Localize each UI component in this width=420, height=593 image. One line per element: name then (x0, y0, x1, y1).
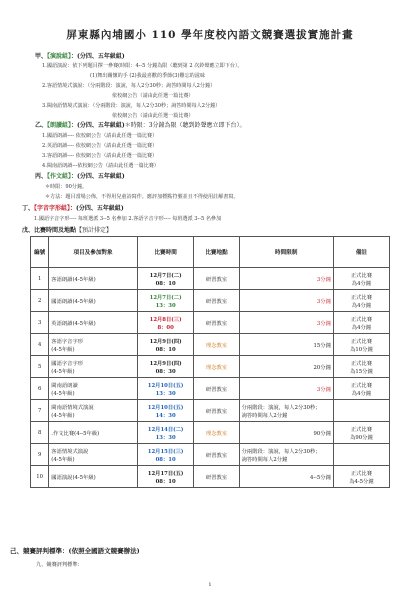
cell-limit-text: 4--5分鐘 (309, 474, 331, 481)
cell-time (137, 312, 194, 334)
cell-item (49, 268, 138, 290)
cell-item-text: 閩南語情境式演說 (4-5年級) (51, 404, 94, 419)
section-grade: ：(分四、五年級組) (71, 122, 125, 129)
table-row (31, 400, 390, 422)
cell-note (333, 312, 389, 334)
cell-place (194, 268, 239, 290)
cell-no-text: 9 (37, 451, 42, 458)
speech-line: 依校網公告（請由此任選一篇比賽） (112, 113, 194, 119)
cell-item (49, 466, 138, 488)
cell-limit-text: 3分鐘 (316, 386, 331, 393)
cell-item (49, 378, 138, 400)
cell-no-text: 3 (37, 319, 42, 326)
judging-subheading: 九、競賽評判標準： (36, 562, 83, 568)
table-row (31, 356, 390, 378)
col-header-note: 備註 (333, 237, 389, 268)
cell-place (194, 290, 239, 312)
cell-item-text: 國語演說(4-5年級) (51, 474, 96, 481)
page-number: 1 (208, 582, 212, 588)
cell-note (333, 466, 389, 488)
cell-limit-text: 3分鐘 (316, 320, 331, 327)
cell-date-text: 12月14日(二) (147, 426, 184, 433)
section-grade: ：(分四、五年級組) (70, 205, 124, 212)
cell-no (31, 422, 49, 444)
cell-limit (239, 466, 333, 488)
cell-place (194, 466, 239, 488)
cell-clock-text: 08：30 (155, 368, 176, 375)
section-note: 【預計排定】 (76, 227, 113, 234)
cell-clock-text: 14：30 (155, 412, 176, 419)
section-speech-heading (35, 52, 125, 61)
section-grade: ：(分四、五年級組) (71, 173, 125, 180)
cell-limit (239, 422, 333, 444)
cell-note (333, 422, 389, 444)
table-row (31, 290, 390, 312)
cell-date-text: 12月10日(五) (147, 404, 184, 411)
cell-limit-text: 15分鐘 (313, 342, 331, 349)
cell-clock-text: 08：10 (155, 280, 176, 287)
cell-time (137, 400, 194, 422)
speech-line: 依校網公告（請由此任選一篇比賽） (112, 93, 194, 99)
cell-date-text: 12月7日(二) (149, 272, 182, 279)
cell-date-text: 12月9日(四) (149, 360, 182, 367)
cell-item-text: 國語字音字形 (4-5年級) (51, 360, 84, 375)
col-header-place: 比賽地點 (194, 237, 239, 268)
cell-no (31, 466, 49, 488)
section-name: 【字音字形組】 (34, 205, 71, 212)
cell-time (137, 378, 194, 400)
cell-limit (239, 268, 333, 290)
cell-no-text: 6 (37, 385, 42, 392)
cell-place-text: 理念教室 (205, 342, 228, 349)
section-essay-heading (35, 172, 125, 181)
cell-item-text: 英語朗讀(4-5年級) (51, 320, 96, 327)
section-label: 丁、 (22, 205, 35, 212)
cell-clock-text: 8：00 (157, 324, 174, 331)
cell-no (31, 356, 49, 378)
cell-place (194, 378, 239, 400)
cell-item-text: .作文比賽(4--5年級) (51, 430, 100, 437)
speech-line: 3.閩南語情境式演說：（分兩階段：演說，每人2分30秒；詢答時間每人2分鐘） (42, 103, 221, 109)
table-row (31, 268, 390, 290)
cell-time (137, 356, 194, 378)
cell-no-text: 5 (37, 363, 42, 370)
characters-line: 1.國語字音字形---- 每班選派 3--5 名參加 2.客語字音字形---- 每班選派 3--5 名參加 (34, 216, 222, 222)
speech-line: 1.國語演說：依下列題目擇一參賽(時限：4--5 分鐘為限（聽到第 2 次鈴聲應立即下台）。 (42, 63, 243, 69)
judging-section-heading: 己、競賽評判標準：(依照全國語文競賽辦法) (10, 547, 140, 555)
cell-no (31, 312, 49, 334)
reading-line: 2.英語朗讀---- 依校網公告（請由此任選一篇比賽） (42, 143, 158, 149)
cell-note (333, 444, 389, 466)
section-label: 乙、 (35, 122, 48, 129)
reading-line: 3.客語朗讀---- 依校網公告（請由此任選一篇比賽） (42, 153, 158, 159)
cell-no-text: 2 (37, 297, 42, 304)
essay-line: ＊方法：題目當場公佈，不得用兒童詩寫作。應評加標點符號並且不得使用註解書寫。 (45, 194, 239, 200)
cell-date-text: 12月7日(二) (149, 294, 182, 301)
cell-place-text: 研習教室 (205, 408, 228, 415)
cell-item (49, 312, 138, 334)
section-reading-heading (35, 121, 246, 130)
cell-item-text: 國語朗讀(4-5年級) (51, 298, 96, 305)
section-name: 【演說組】 (47, 53, 72, 60)
reading-line: 1.國語朗讀---- 依校網公告（請由此任選一篇比賽） (42, 133, 158, 139)
table-row (31, 444, 390, 466)
cell-note (333, 356, 389, 378)
cell-date-text: 12月17日(五) (147, 470, 184, 477)
cell-no-text: 4 (37, 341, 42, 348)
col-header-time: 比賽時間 (137, 237, 194, 268)
cell-limit (239, 334, 333, 356)
cell-note-text: 正式比賽 為4分鐘 (350, 294, 373, 309)
cell-limit-text: 90分鐘 (313, 430, 331, 437)
col-header-limit: 時間限制 (239, 237, 333, 268)
table-row (31, 422, 390, 444)
cell-clock-text: 08：10 (155, 456, 176, 463)
cell-item (49, 422, 138, 444)
cell-place-text: 研習教室 (205, 452, 228, 459)
table-row (31, 312, 390, 334)
cell-place (194, 334, 239, 356)
cell-note-text: 正式比賽 為4分鐘 (350, 272, 373, 287)
cell-place (194, 312, 239, 334)
cell-time (137, 290, 194, 312)
cell-note-text: 正式比賽 為10分鐘 (350, 338, 373, 353)
section-characters-heading (22, 204, 124, 213)
cell-no-text: 8 (37, 429, 42, 436)
cell-place-text: 理念教室 (205, 364, 228, 371)
cell-clock-text: 08：10 (155, 478, 176, 485)
cell-no-text: 10 (36, 473, 43, 480)
cell-place-text: 研習教室 (205, 276, 228, 283)
table-row (31, 466, 390, 488)
cell-limit-text: 3分鐘 (316, 276, 331, 283)
cell-item (49, 444, 138, 466)
cell-place (194, 444, 239, 466)
cell-limit (239, 400, 333, 422)
cell-time (137, 444, 194, 466)
cell-place-text: 理念教室 (205, 430, 228, 437)
cell-clock-text: 13：30 (155, 434, 176, 441)
cell-limit (239, 356, 333, 378)
cell-limit-text: 3分鐘 (316, 298, 331, 305)
reading-line: 4.閩南語朗讀---依校網公告（請由此任選一篇比賽） (42, 163, 159, 169)
cell-limit (239, 290, 333, 312)
cell-item-text: 客語字音字形 (4-5年級) (51, 338, 84, 353)
cell-place (194, 400, 239, 422)
cell-place (194, 422, 239, 444)
cell-no-text: 7 (37, 407, 42, 414)
cell-item-text: 客語朗讀(4-5年級) (51, 276, 96, 283)
cell-no (31, 290, 49, 312)
cell-place-text: 研習教室 (205, 386, 228, 393)
cell-item (49, 400, 138, 422)
cell-date-text: 12月15日(三) (147, 448, 184, 455)
section-label: 甲、 (35, 53, 48, 60)
cell-no (31, 268, 49, 290)
col-header-item: 項目及參加對象 (49, 237, 138, 268)
cell-no (31, 378, 49, 400)
cell-no (31, 400, 49, 422)
schedule-table (30, 236, 390, 488)
cell-note-text: 正式比賽 為15分鐘 (350, 360, 373, 375)
cell-note-text: 正式比賽 為4分鐘 (350, 382, 373, 397)
cell-clock-text: 08：10 (155, 346, 176, 353)
cell-time (137, 268, 194, 290)
cell-limit (239, 312, 333, 334)
cell-note (333, 290, 389, 312)
document-title: 屏東縣內埔國小 110 學年度校內語文競賽選拔實施計畫 (66, 29, 354, 41)
cell-note-text: 正式比賽 為4-5分鐘 (349, 470, 374, 485)
cell-item-text: 客語情境式演說 (4-5年級) (51, 448, 89, 463)
cell-item (49, 334, 138, 356)
speech-topics: (1)舞出關懷的手 (2)我最喜歡的季節(3)難忘的滋味 (90, 73, 205, 79)
section-grade: ：(分四、五年級組) (71, 53, 125, 60)
cell-time (137, 466, 194, 488)
cell-date-text: 12月9日(四) (149, 338, 182, 345)
speech-line: 2.客語情境式演說：（分兩階段：演說，每人2分30秒；詢答時間每人2分鐘） (42, 83, 216, 89)
cell-time (137, 422, 194, 444)
cell-clock-text: 13：30 (155, 302, 176, 309)
section-name: 【作文組】 (47, 173, 72, 180)
cell-item (49, 356, 138, 378)
cell-note-text: 正式比賽 為4分鐘 (350, 316, 373, 331)
cell-place (194, 356, 239, 378)
cell-limit (239, 444, 333, 466)
cell-item-text: 閩南語朗讀 (4-5年級) (51, 382, 78, 397)
cell-place-text: 研習教室 (205, 320, 228, 327)
cell-place-text: 研習教室 (205, 474, 228, 481)
cell-note (333, 268, 389, 290)
cell-no (31, 444, 49, 466)
cell-note (333, 378, 389, 400)
table-header-row (31, 237, 390, 268)
cell-no-text: 1 (37, 275, 42, 282)
cell-item (49, 290, 138, 312)
essay-line: ＊時限：90分鐘。 (45, 184, 88, 190)
cell-time (137, 334, 194, 356)
cell-note-text: 正式比賽 為90分鐘 (350, 426, 373, 441)
col-header-no: 編號 (31, 237, 49, 268)
section-name: 【朗讀組】 (47, 122, 72, 129)
cell-note (333, 400, 389, 422)
cell-limit-text: 20分鐘 (313, 364, 331, 371)
cell-limit-text: 分兩階段：演說，每人2分30秒； 詢答時間每人2分鐘 (241, 448, 321, 463)
cell-place-text: 研習教室 (205, 298, 228, 305)
cell-limit-text: 分兩階段：演說，每人2分30秒； 詢答時間每人2分鐘 (241, 404, 321, 419)
cell-clock-text: 13：30 (155, 390, 176, 397)
cell-note (333, 334, 389, 356)
cell-date-text: 12月8日(三) (149, 316, 182, 323)
cell-date-text: 12月10日(五) (147, 382, 184, 389)
table-row (31, 334, 390, 356)
section-label: 丙、 (35, 173, 48, 180)
cell-no (31, 334, 49, 356)
section-note: ＊時限：3分鐘為限（聽到鈴聲應立即下台）。 (124, 122, 246, 129)
table-row (31, 378, 390, 400)
section-label: 戊、比賽時間及地點 (22, 227, 77, 234)
section-schedule-heading (22, 226, 112, 235)
cell-limit (239, 378, 333, 400)
